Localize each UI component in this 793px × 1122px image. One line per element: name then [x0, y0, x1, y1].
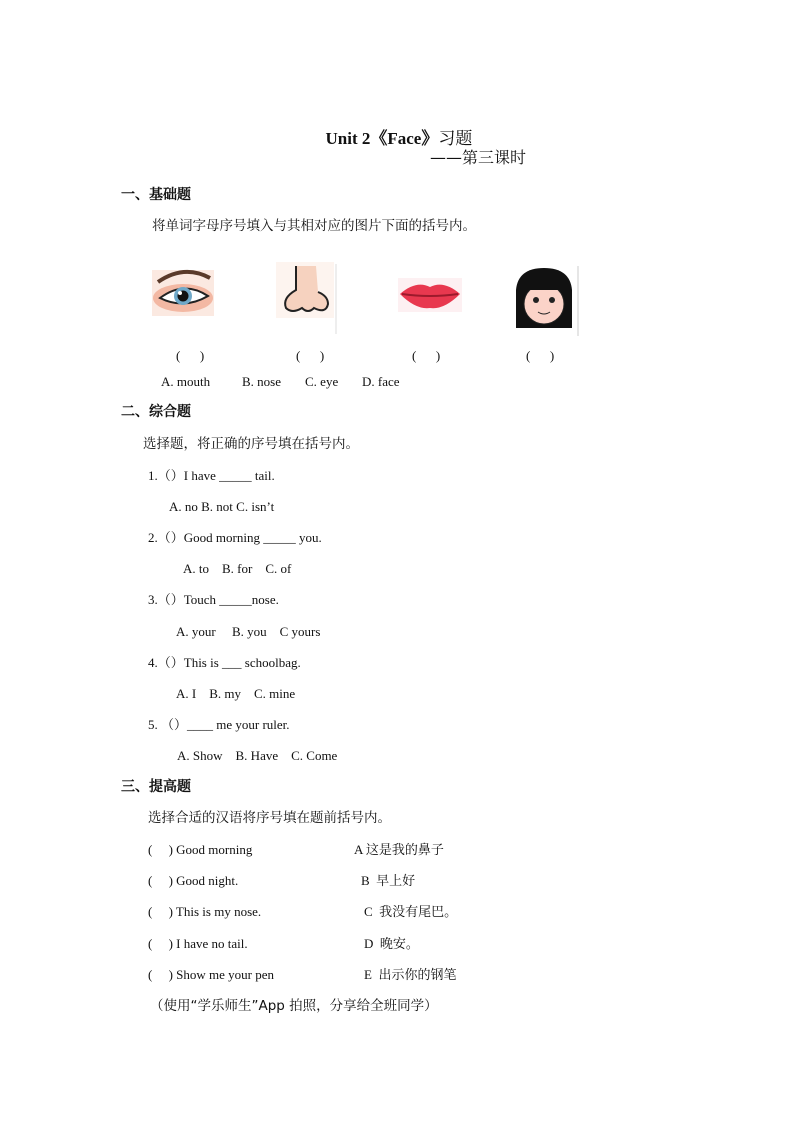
section2-heading: 二、综合题 [121, 404, 191, 420]
question-2: 2.（）Good morning _____ you. [148, 530, 322, 545]
question-4-options: A. I B. my C. mine [176, 686, 296, 701]
title-zh: 习题 [438, 129, 473, 149]
question-1-options: A. no B. not C. isn’t [169, 499, 275, 514]
picture-blank-4[interactable]: ( ) [526, 348, 555, 363]
match-right-4: D 晚安。 [364, 936, 419, 951]
question-1: 1.（）I have _____ tail. [148, 468, 275, 483]
picture-blank-2[interactable]: ( ) [296, 348, 325, 363]
question-3-options: A. your B. you C yours [176, 624, 321, 639]
eye-picture [150, 264, 218, 320]
match-left-4: ( ) I have no tail. [148, 936, 248, 951]
section1-instruction: 将单词字母序号填入与其相对应的图片下面的括号内。 [152, 218, 476, 234]
page-subtitle: ——第三课时 [430, 148, 527, 167]
question-5: 5. （）____ me your ruler. [148, 717, 290, 732]
question-2-options: A. to B. for C. of [183, 561, 292, 576]
picture-blank-1[interactable]: ( ) [176, 348, 205, 363]
section3-instruction: 选择合适的汉语将序号填在题前括号内。 [148, 810, 391, 826]
picture-blank-3[interactable]: ( ) [412, 348, 441, 363]
word-option-a: A. mouth [161, 374, 211, 389]
title-en: Unit 2《Face》 [325, 129, 439, 148]
question-5-options: A. Show B. Have C. Come [177, 748, 338, 763]
footer-note: （使用“学乐师生”App 拍照，分享给全班同学） [150, 998, 438, 1014]
question-3: 3.（）Touch _____nose. [148, 592, 279, 607]
lips-picture [396, 276, 464, 314]
word-option-c: C. eye [305, 374, 339, 389]
word-option-b: B. nose [242, 374, 281, 389]
match-right-1: A 这是我的鼻子 [354, 842, 444, 857]
nose-picture [274, 260, 338, 336]
match-right-3: C 我没有尾巴。 [364, 904, 458, 919]
word-option-d: D. face [362, 374, 400, 389]
section2-instruction: 选择题，将正确的序号填在括号内。 [143, 436, 359, 452]
match-left-3: ( ) This is my nose. [148, 904, 262, 919]
match-left-5: ( ) Show me your pen [148, 967, 275, 982]
section1-heading: 一、基础题 [121, 187, 191, 203]
page-title [317, 106, 472, 150]
match-left-1: ( ) Good morning [148, 842, 253, 857]
girl-face-picture [510, 264, 580, 338]
section3-heading: 三、提高题 [121, 779, 191, 795]
question-4: 4.（）This is ___ schoolbag. [148, 655, 301, 670]
match-left-2: ( ) Good night. [148, 873, 239, 888]
match-right-5: E 出示你的钢笔 [364, 967, 457, 982]
match-right-2: B 早上好 [361, 873, 416, 888]
